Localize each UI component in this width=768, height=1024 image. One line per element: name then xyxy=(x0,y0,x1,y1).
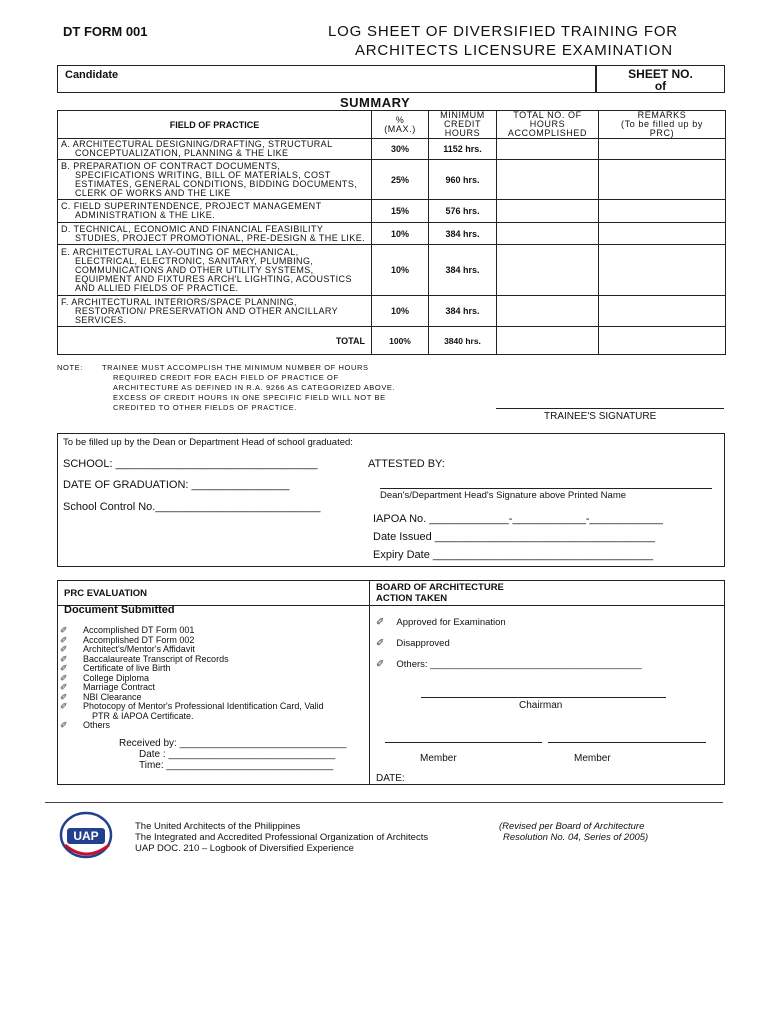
pen-icon: ✐ xyxy=(60,720,68,730)
note-label: NOTE: xyxy=(57,363,83,372)
col-rem-line2: (To be filled up by xyxy=(621,119,703,129)
document-label: Accomplished DT Form 001 xyxy=(83,625,195,635)
pen-icon: ✐ xyxy=(60,634,68,645)
document-label: Accomplished DT Form 002 xyxy=(83,634,195,645)
board-title-line1: BOARD OF ARCHITECTURE xyxy=(376,582,504,593)
note-line: TRAINEE MUST ACCOMPLISH THE MINIMUM NUMBER OF HOURS xyxy=(102,363,369,372)
col-tot-line3: ACCOMPLISHED xyxy=(507,128,588,138)
field-total-hours-cell[interactable] xyxy=(497,139,599,160)
col-field-of-practice: FIELD OF PRACTICE xyxy=(58,111,372,139)
total-row xyxy=(58,327,726,355)
note-line: REQUIRED CREDIT FOR EACH FIELD OF PRACTICE OF xyxy=(113,373,339,382)
total-percent: 100% xyxy=(372,327,429,355)
school-field[interactable]: SCHOOL: _________________________________ xyxy=(63,458,318,470)
col-min-line3: HOURS xyxy=(444,128,481,138)
note-line: EXCESS OF CREDIT HOURS IN ONE SPECIFIC FIELD WILL NOT BE xyxy=(113,393,386,402)
pen-icon: ✐ xyxy=(60,682,68,692)
field-remarks-cell[interactable] xyxy=(599,245,726,296)
action-label: Approved for Examination xyxy=(396,617,506,628)
field-description xyxy=(58,245,372,296)
field-remarks-cell[interactable] xyxy=(599,296,726,327)
field-percent: 30% xyxy=(372,139,429,160)
summary-title: SUMMARY xyxy=(340,95,411,110)
col-rem-line3: PRC) xyxy=(649,128,675,138)
summary-table xyxy=(57,110,726,355)
form-title-line1: LOG SHEET OF DIVERSIFIED TRAINING FOR xyxy=(328,23,678,40)
field-line: SERVICES. xyxy=(75,314,127,325)
total-remarks-cell[interactable] xyxy=(599,327,726,355)
field-description xyxy=(58,296,372,327)
field-min-hours: 384 hrs. xyxy=(429,245,497,296)
chairman-signature-line[interactable] xyxy=(421,697,666,698)
trainee-signature-label: TRAINEE'S SIGNATURE xyxy=(544,411,657,422)
table-row xyxy=(58,139,726,160)
field-line: ESTIMATES, GENERAL CONDITIONS, BIDDING DOCUMENTS, xyxy=(75,178,358,189)
action-disapproved[interactable] xyxy=(376,638,450,649)
note-line: CREDITED TO OTHER FIELDS OF PRACTICE. xyxy=(113,403,298,412)
field-line: A. ARCHITECTURAL DESIGNING/DRAFTING, STRUCTURAL xyxy=(61,139,333,149)
field-description xyxy=(58,139,372,160)
form-number: DT FORM 001 xyxy=(63,24,148,39)
field-line: EQUIPMENT AND FIXTURES ARCH'L LIGHTING, ACOUSTICS xyxy=(75,273,352,284)
pen-icon: ✐ xyxy=(60,691,68,702)
field-min-hours: 960 hrs. xyxy=(429,160,497,200)
pen-icon: ✐ xyxy=(60,625,68,635)
column-divider xyxy=(369,581,370,785)
footer-line: The Integrated and Accredited Professional Organization of Architects xyxy=(135,832,429,843)
table-row xyxy=(58,200,726,223)
action-approved[interactable] xyxy=(376,617,506,628)
note-text xyxy=(102,363,432,413)
pen-icon: ✐ xyxy=(60,644,68,654)
member1-label: Member xyxy=(420,753,457,764)
document-label: Baccalaureate Transcript of Records xyxy=(83,653,229,664)
field-line: C. FIELD SUPERINTENDENCE, PROJECT MANAGEMENT xyxy=(61,201,322,211)
uap-logo-text: UAP xyxy=(73,829,99,843)
col-rem-line1: REMARKS xyxy=(637,110,687,120)
col-percent xyxy=(372,111,429,139)
pen-icon: ✐ xyxy=(376,659,385,670)
pen-icon: ✐ xyxy=(60,663,68,673)
action-label: Others: ________________________________________ xyxy=(396,659,642,670)
school-control-field[interactable]: School Control No.___________________________ xyxy=(63,501,321,513)
field-remarks-cell[interactable] xyxy=(599,160,726,200)
document-item[interactable] xyxy=(58,721,363,731)
field-line: D. TECHNICAL, ECONOMIC AND FINANCIAL FEASIBILITY xyxy=(61,223,324,234)
field-total-hours-cell[interactable] xyxy=(497,200,599,223)
pen-icon: ✐ xyxy=(60,653,68,664)
field-percent: 10% xyxy=(372,223,429,245)
col-percent-sign: % xyxy=(395,114,405,125)
table-row xyxy=(58,245,726,296)
form-title-line2: ARCHITECTS LICENSURE EXAMINATION xyxy=(355,42,673,59)
table-row xyxy=(58,296,726,327)
dean-section xyxy=(57,433,725,567)
document-label: PTR & IAPOA Certificate. xyxy=(92,710,194,721)
sheet-number-label: SHEET NO. xyxy=(628,67,693,81)
field-total-hours-cell[interactable] xyxy=(497,223,599,245)
document-label: Architect's/Mentor's Affidavit xyxy=(83,644,195,654)
table-row xyxy=(58,160,726,200)
field-percent: 25% xyxy=(372,160,429,200)
board-date-label: DATE: xyxy=(376,773,405,784)
total-label: TOTAL xyxy=(58,327,372,355)
footer-line: The United Architects of the Philippines xyxy=(135,821,301,832)
document-label: Others xyxy=(83,720,111,730)
candidate-label: Candidate xyxy=(65,69,119,81)
document-label: Photocopy of Mentor's Professional Identification Card, Valid xyxy=(83,701,324,711)
note-line: ARCHITECTURE AS DEFINED IN R.A. 9266 AS CATEGORIZED ABOVE. xyxy=(113,383,396,392)
graduation-date-field[interactable]: DATE OF GRADUATION: ________________ xyxy=(63,479,290,491)
field-line: CLERK OF WORKS AND THE LIKE xyxy=(75,187,231,198)
form-title xyxy=(328,22,708,60)
field-remarks-cell[interactable] xyxy=(599,139,726,160)
trainee-signature-line[interactable] xyxy=(496,408,724,409)
document-list xyxy=(58,626,363,731)
action-label: Disapproved xyxy=(396,638,450,649)
action-others[interactable] xyxy=(376,659,642,670)
sheet-number-of: of xyxy=(654,79,667,93)
field-percent: 15% xyxy=(372,200,429,223)
total-accomplished-cell[interactable] xyxy=(497,327,599,355)
iapoa-field[interactable]: IAPOA No. _____________-____________-____________ xyxy=(373,513,663,525)
member1-signature-line[interactable] xyxy=(385,742,542,743)
col-min-line2: CREDIT xyxy=(443,119,482,129)
document-label: NBI Clearance xyxy=(83,691,142,702)
table-row xyxy=(58,223,726,245)
col-percent-max: (MAX.) xyxy=(384,123,416,134)
field-line: AND ALLIED FIELDS OF PRACTICE. xyxy=(75,282,239,293)
footer-revision-note xyxy=(499,821,648,843)
field-percent: 10% xyxy=(372,245,429,296)
field-total-hours-cell[interactable] xyxy=(497,296,599,327)
col-remarks xyxy=(599,111,726,139)
field-line: ADMINISTRATION & THE LIKE. xyxy=(75,210,216,220)
received-time-field[interactable]: Time: ______________________________ xyxy=(139,760,334,771)
date-issued-field[interactable]: Date Issued ____________________________________ xyxy=(373,531,655,543)
member2-signature-line[interactable] xyxy=(548,742,706,743)
footer-divider xyxy=(45,802,723,803)
field-line: B. PREPARATION OF CONTRACT DOCUMENTS, xyxy=(61,160,281,171)
field-remarks-cell[interactable] xyxy=(599,200,726,223)
board-title-line2: ACTION TAKEN xyxy=(376,593,448,604)
col-tot-line1: TOTAL NO. OF xyxy=(513,110,582,120)
dean-signature-label: Dean's/Department Head's Signature above Printed Name xyxy=(380,490,627,501)
expiry-date-field[interactable]: Expiry Date ____________________________________ xyxy=(373,549,654,561)
field-min-hours: 576 hrs. xyxy=(429,200,497,223)
pen-icon: ✐ xyxy=(376,638,385,649)
document-label: College Diploma xyxy=(83,672,150,683)
field-total-hours-cell[interactable] xyxy=(497,160,599,200)
field-min-hours: 1152 hrs. xyxy=(429,139,497,160)
field-description xyxy=(58,200,372,223)
field-line: COMMUNICATIONS AND OTHER UTILITY SYSTEMS, xyxy=(75,264,314,275)
field-min-hours: 384 hrs. xyxy=(429,223,497,245)
col-tot-line2: HOURS xyxy=(529,119,566,129)
field-line: ELECTRICAL, ELECTRONIC, SANITARY, PLUMBING, xyxy=(75,255,314,266)
pen-icon: ✐ xyxy=(60,701,68,711)
field-description xyxy=(58,223,372,245)
total-hours: 3840 hrs. xyxy=(429,327,497,355)
field-line: RESTORATION/ PRESERVATION AND OTHER ANCILLARY xyxy=(75,305,339,316)
received-by-field[interactable]: Received by: ______________________________ xyxy=(119,738,347,749)
col-min-line1: MINIMUM xyxy=(440,110,485,120)
document-submitted-title: Document Submitted xyxy=(64,604,175,616)
col-min-credit-hours xyxy=(429,111,497,139)
field-min-hours: 384 hrs. xyxy=(429,296,497,327)
field-line: F. ARCHITECTURAL INTERIORS/SPACE PLANNING, xyxy=(61,296,297,307)
board-title xyxy=(376,582,504,604)
prc-section xyxy=(57,580,725,785)
attested-by-label: ATTESTED BY: xyxy=(368,458,445,470)
field-remarks-cell[interactable] xyxy=(599,223,726,245)
dean-intro: To be filled up by the Dean or Department Head of school graduated: xyxy=(63,437,353,448)
pen-icon: ✐ xyxy=(376,617,385,628)
footer-org xyxy=(135,821,428,854)
document-label: Certificate of live Birth xyxy=(83,663,171,673)
field-line: CONCEPTUALIZATION, PLANNING & THE LIKE xyxy=(75,148,289,158)
footer-line: UAP DOC. 210 – Logbook of Diversified Experience xyxy=(135,843,354,854)
chairman-label: Chairman xyxy=(519,700,563,711)
pen-icon: ✐ xyxy=(60,672,68,683)
dean-signature-line[interactable] xyxy=(380,488,712,489)
footer-note-line: (Revised per Board of Architecture xyxy=(499,821,645,832)
field-line: SPECIFICATIONS WRITING, BILL OF MATERIALS, COST xyxy=(75,169,331,180)
prc-title: PRC EVALUATION xyxy=(64,588,148,599)
footer-note-line: Resolution No. 04, Series of 2005) xyxy=(503,832,649,843)
field-percent: 10% xyxy=(372,296,429,327)
received-date-field[interactable]: Date : ______________________________ xyxy=(139,749,336,760)
field-description xyxy=(58,160,372,200)
sheet-number-box[interactable] xyxy=(596,65,725,93)
table-header-row xyxy=(58,111,726,139)
field-line: STUDIES, PROJECT PROMOTIONAL, PRE-DESIGN & THE LIKE. xyxy=(75,232,366,243)
field-total-hours-cell[interactable] xyxy=(497,245,599,296)
col-total-hours xyxy=(497,111,599,139)
candidate-field[interactable] xyxy=(57,65,596,93)
member2-label: Member xyxy=(574,753,611,764)
document-label: Marriage Contract xyxy=(83,682,156,692)
field-line: E. ARCHITECTURAL LAY-OUTING OF MECHANICAL, xyxy=(61,246,299,257)
uap-logo xyxy=(57,805,115,863)
